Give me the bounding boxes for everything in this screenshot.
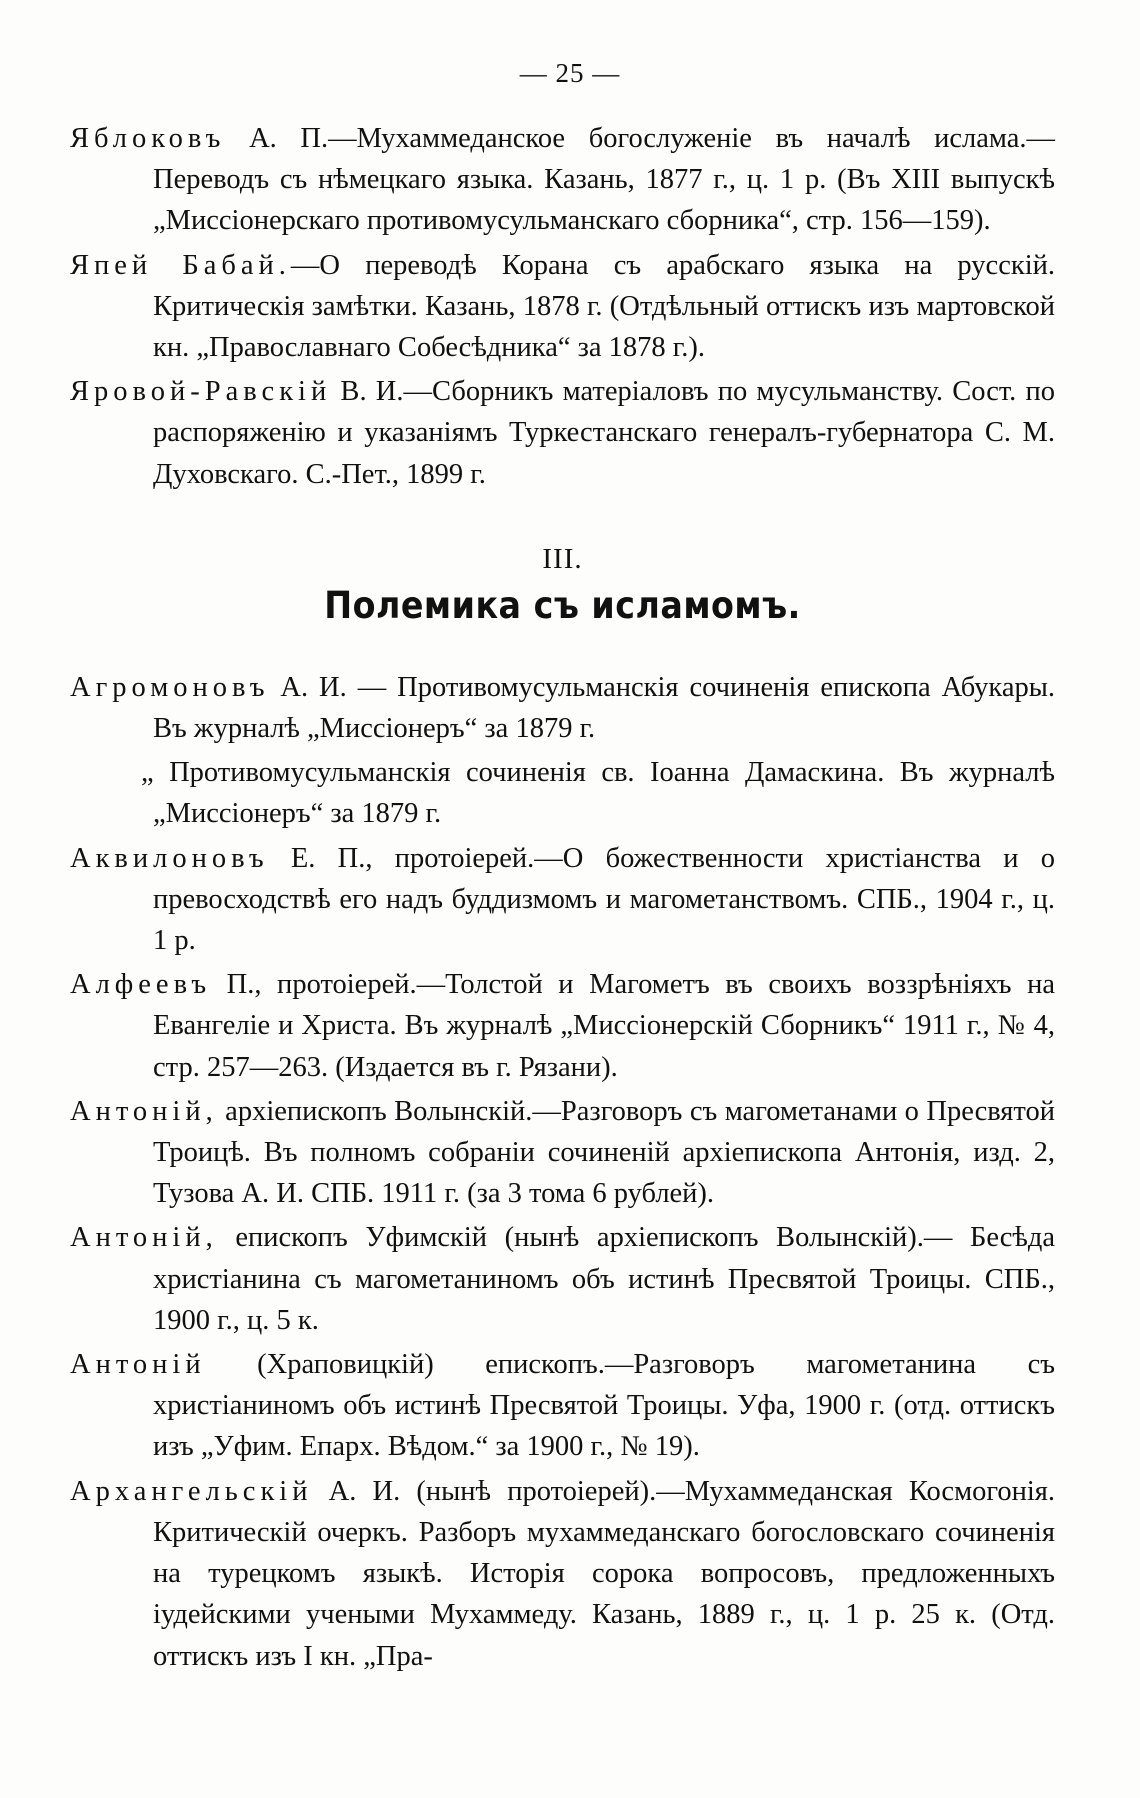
- entry-author: Агромоновъ: [70, 671, 270, 703]
- entry-text: П., протоіерей.—Толстой и Магометъ въ своихъ воззрѣніяхъ на Евангеліе и Христа. Въ журналѣ „Миссіонерскій Сборникъ“ 1911 г., № 4, стр. 257—263. (Издается въ г. Рязани).: [153, 969, 1055, 1083]
- entry-text: А. П.—Мухаммеданское богослуженіе въ началѣ ислама.—Переводъ съ нѣмецкаго языка. Казань, 1877 г., ц. 1 р. (Въ XIII выпускѣ „Миссіонерскаго противомусульманскаго сборника“, стр. 156—159).: [153, 123, 1055, 237]
- bibliography-entry: [70, 1217, 1055, 1341]
- entry-author: Яблоковъ: [70, 123, 226, 154]
- bibliography-entry: [70, 964, 1055, 1088]
- section-number: III.: [542, 542, 583, 575]
- entry-text: (Храповицкій) епископъ.—Разговоръ магометанина съ христіаниномъ объ истинѣ Пресвятой Троицы. Уфа, 1900 г. (отд. оттискъ изъ „Уфим. Епарх. Вѣдом.“ за 1900 г., № 19).: [153, 1349, 1055, 1463]
- bibliography-entry: [70, 1091, 1055, 1215]
- bibliography-content: [70, 118, 1055, 1680]
- entry-text: —О переводѣ Корана съ арабскаго языка на русскій. Критическія замѣтки. Казань, 1878 г. (Отдѣльный оттискъ изъ мартовской кн. „Православнаго Собесѣдника“ за 1878 г.).: [153, 249, 1055, 364]
- entry-author: Аквилоновъ: [70, 842, 269, 874]
- entry-text: Противомусульманскія сочиненія св. Іоанна Дамаскина. Въ журналѣ „Миссіонеръ“ за 1879 г.: [153, 757, 1055, 830]
- entry-text: архіепископъ Волынскій.—Разговоръ съ магометанами о Пресвятой Троицѣ. Въ полномъ собраніи сочиненій архіепископа Антонія, изд. 2, Тузова А. И. СПБ. 1911 г. (за 3 тома 6 рублей).: [153, 1095, 1055, 1210]
- bibliography-entry: [70, 371, 1055, 495]
- bibliography-entry-continuation: [70, 752, 1055, 834]
- entry-text: А. И. (нынѣ протоіерей).—Мухаммеданская Космогонія. Критическій очеркъ. Разборъ мухаммеданскаго богословскаго сочиненія на турецкомъ языкѣ. Исторія сорока вопросовъ, предложенныхъ іудейскими учеными Мухаммеду. Казань, 1889 г., ц. 1 р. 25 к. (Отд. оттискъ изъ I кн. „Пра-: [153, 1475, 1055, 1672]
- entry-author: Япей Бабай.: [70, 249, 291, 281]
- ditto-mark: „: [141, 757, 154, 789]
- bibliography-entry: [70, 667, 1055, 749]
- entry-text: епископъ Уфимскій (нынѣ архіепископъ Волынскій).— Бесѣда христіанина съ магометаниномъ объ истинѣ Пресвятой Троицы. СПБ., 1900 г., ц. 5 к.: [153, 1222, 1055, 1336]
- entry-text: А. И. — Противомусульманскія сочиненія епископа Абукары. Въ журналѣ „Миссіонеръ“ за 1879 г.: [153, 671, 1055, 745]
- bibliography-entry: [70, 245, 1055, 369]
- entry-author: Алфеевъ: [70, 969, 212, 1001]
- entry-author: Антоній,: [70, 1222, 218, 1254]
- bibliography-entry: [70, 1344, 1055, 1468]
- bibliography-entry: [70, 1471, 1055, 1677]
- entry-author: Архангельскій: [70, 1475, 313, 1507]
- bibliography-entry: [70, 118, 1055, 242]
- entry-author: Антоній: [70, 1349, 206, 1381]
- entry-text: Е. П., протоіерей.—О божественности христіанства и о превосходствѣ его надъ буддизмомъ и магометанствомъ. СПБ., 1904 г., ц. 1 р.: [153, 842, 1055, 957]
- bibliography-entry: [70, 838, 1055, 962]
- entry-author: Яровой-Равскій: [70, 376, 332, 408]
- entry-author: Антоній,: [70, 1095, 218, 1127]
- entry-text: В. И.—Сборникъ матеріаловъ по мусульманству. Сост. по распоряженію и указаніямъ Туркестанскаго генералъ-губернатора С. М. Духовскаго. С.-Пет., 1899 г.: [153, 376, 1055, 490]
- page-number: — 25 —: [519, 58, 621, 88]
- section-title: Полемика съ исламомъ.: [324, 583, 801, 627]
